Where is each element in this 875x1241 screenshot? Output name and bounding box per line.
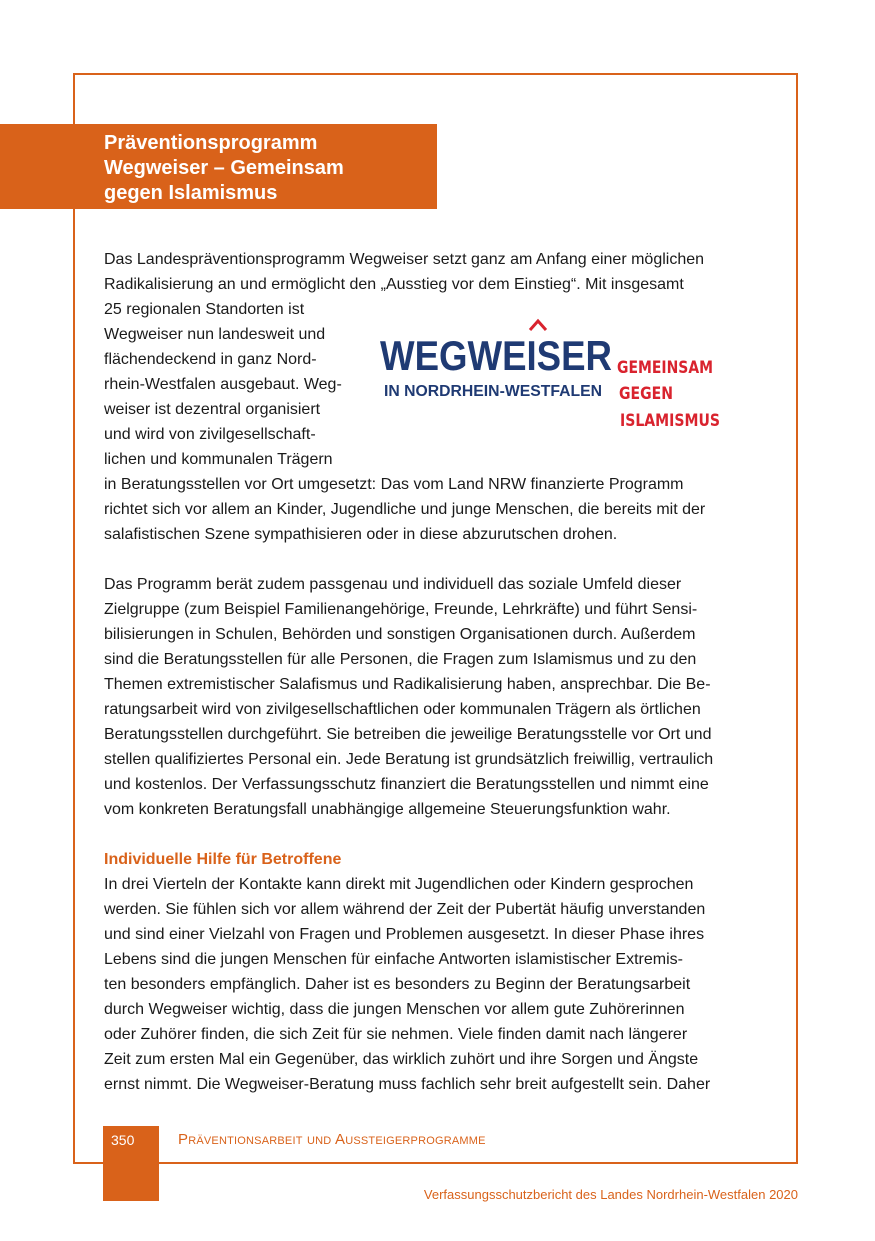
text-line: bilisierungen in Schulen, Behörden und sonstigen Organisationen durch. Außerdem	[104, 626, 696, 643]
logo-tagline-line: GEGEN	[619, 384, 673, 404]
text-line: salafistischen Szene sympathisieren oder in diese abzurutschen drohen.	[104, 526, 618, 543]
page-number: 350	[111, 1132, 135, 1148]
text-line: weiser ist dezentral organisiert	[104, 401, 321, 418]
text-line: sind die Beratungsstellen für alle Personen, die Fragen zum Islamismus und zu den	[104, 651, 697, 668]
text-line: vom konkreten Beratungsfall unabhängige allgemeine Steuerungsfunktion wahr.	[104, 801, 671, 818]
text-line: ten besonders empfänglich. Daher ist es besonders zu Beginn der Beratungsarbeit	[104, 976, 691, 993]
paragraph-gap	[104, 547, 774, 572]
text-line: und kostenlos. Der Verfassungsschutz finanziert die Beratungsstellen und nimmt eine	[104, 776, 709, 793]
text-line: flächendeckend in ganz Nord-	[104, 351, 317, 368]
text-line: richtet sich vor allem an Kinder, Jugendliche und junge Menschen, die bereits mit der	[104, 501, 706, 518]
section-heading	[104, 131, 434, 206]
running-section-title: Präventionsarbeit und Aussteigerprogramme	[178, 1131, 486, 1148]
logo-subtitle: IN NORDRHEIN-WESTFALEN	[384, 383, 602, 400]
text-line: Das Landespräventionsprogramm Wegweiser setzt ganz am Anfang einer möglichen	[104, 251, 705, 268]
text-line: in Beratungsstellen vor Ort umgesetzt: Das vom Land NRW finanzierte Programm	[104, 476, 684, 493]
text-line: ratungsarbeit wird von zivilgesellschaftlichen oder kommunalen Trägern als örtlichen	[104, 701, 701, 718]
subheading: Individuelle Hilfe für Betroffene	[104, 851, 342, 868]
logo-tagline-line: ISLAMISMUS	[620, 411, 720, 431]
logo-wordmark: WEGWEISER	[380, 332, 612, 379]
heading-line: Präventionsprogramm	[104, 132, 318, 154]
paragraph-1	[104, 247, 774, 547]
text-line: lichen und kommunalen Trägern	[104, 451, 333, 468]
text-line: Radikalisierung an und ermöglicht den „Ausstieg vor dem Einstieg“. Mit insgesamt	[104, 276, 684, 293]
text-line: Wegweiser nun landesweit und	[104, 326, 326, 343]
text-line: Zeit zum ersten Mal ein Gegenüber, das wirklich zuhört und ihre Sorgen und Ängste	[104, 1051, 699, 1068]
text-line: stellen qualifiziertes Personal ein. Jede Beratung ist grundsätzlich freiwillig, vertraulich	[104, 751, 714, 768]
logo-tagline-line: GEMEINSAM	[617, 358, 713, 378]
text-line: durch Wegweiser wichtig, dass die jungen Menschen vor allem gute Zuhörerinnen	[104, 1001, 685, 1018]
text-line: Lebens sind die jungen Menschen für einfache Antworten islamistischer Extremis-	[104, 951, 683, 968]
text-line: Das Programm berät zudem passgenau und individuell das soziale Umfeld dieser	[104, 576, 682, 593]
paragraph-3	[104, 872, 774, 1097]
text-line: und sind einer Vielzahl von Fragen und Problemen ausgesetzt. In dieser Phase ihres	[104, 926, 705, 943]
paragraph-gap	[104, 822, 774, 847]
heading-line: gegen Islamismus	[104, 182, 278, 204]
text-line: 25 regionalen Standorten ist	[104, 301, 305, 318]
text-line: In drei Vierteln der Kontakte kann direkt mit Jugendlichen oder Kindern gesprochen	[104, 876, 694, 893]
text-line: Beratungsstellen durchgeführt. Sie betreiben die jeweilige Beratungsstelle vor Ort und	[104, 726, 712, 743]
heading-line: Wegweiser – Gemeinsam	[104, 157, 344, 179]
report-title: Verfassungsschutzbericht des Landes Nordrhein-Westfalen 2020	[423, 1187, 798, 1202]
body-text	[104, 247, 774, 1097]
paragraph-2	[104, 572, 774, 822]
text-line: rhein-Westfalen ausgebaut. Weg-	[104, 376, 342, 393]
text-line: werden. Sie fühlen sich vor allem während der Zeit der Pubertät häufig unverstanden	[104, 901, 706, 918]
text-line: Themen extremistischer Salafismus und Radikalisierung haben, ansprechbar. Die Be-	[104, 676, 711, 693]
text-line: Zielgruppe (zum Beispiel Familienangehörige, Freunde, Lehrkräfte) und führt Sensi-	[104, 601, 698, 618]
text-line: oder Zuhörer finden, die sich Zeit für sie nehmen. Viele finden damit nach längerer	[104, 1026, 688, 1043]
text-line: und wird von zivilgesellschaft-	[104, 426, 316, 443]
text-line: ernst nimmt. Die Wegweiser-Beratung muss fachlich sehr breit aufgestellt sein. Daher	[104, 1076, 711, 1093]
